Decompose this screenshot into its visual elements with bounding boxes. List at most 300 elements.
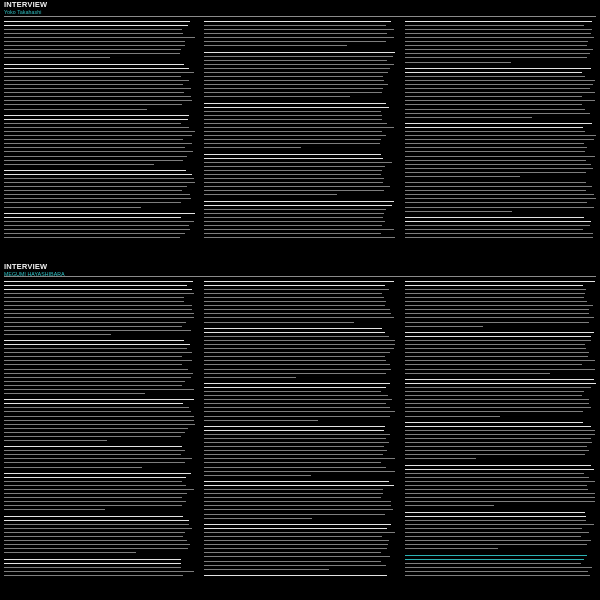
text-line	[405, 434, 595, 435]
text-line	[405, 489, 588, 490]
text-line	[4, 198, 191, 199]
text-line	[204, 322, 354, 323]
text-line	[405, 567, 592, 568]
text-line	[204, 556, 390, 557]
text-line	[204, 301, 385, 302]
text-line	[204, 430, 383, 431]
text-line	[4, 450, 185, 451]
text-line	[204, 524, 391, 525]
text-line	[4, 45, 185, 46]
text-line	[405, 62, 511, 63]
text-line	[405, 344, 585, 345]
text-line	[204, 107, 389, 108]
text-line	[405, 21, 592, 22]
text-line	[405, 68, 591, 69]
text-line	[405, 322, 589, 323]
text-line	[405, 520, 586, 521]
text-line	[204, 221, 384, 222]
text-line	[204, 25, 386, 26]
text-line	[204, 348, 394, 349]
text-line	[405, 571, 588, 572]
text-line	[405, 221, 592, 222]
text-line	[405, 84, 594, 85]
text-line	[405, 336, 592, 337]
text-line	[4, 403, 183, 404]
text-line	[204, 21, 391, 22]
text-line	[204, 88, 383, 89]
text-line	[204, 92, 382, 93]
text-line	[405, 373, 550, 374]
text-line	[204, 72, 388, 73]
text-line	[204, 201, 393, 202]
interview-title: INTERVIEW	[4, 262, 48, 271]
text-line	[405, 172, 587, 173]
text-line	[204, 485, 394, 486]
text-line	[204, 166, 385, 167]
text-line	[204, 458, 394, 459]
text-line	[204, 123, 386, 124]
text-line	[405, 281, 596, 282]
text-line	[4, 567, 181, 568]
text-line	[4, 424, 195, 425]
text-line	[204, 103, 385, 104]
text-line	[204, 64, 393, 65]
text-line	[4, 532, 185, 533]
text-line	[405, 76, 585, 77]
text-line	[204, 407, 390, 408]
text-line	[4, 356, 182, 357]
text-line	[4, 528, 192, 529]
text-line	[4, 84, 183, 85]
text-line	[4, 207, 141, 208]
text-line	[204, 552, 381, 553]
text-line	[204, 518, 311, 519]
text-line	[405, 211, 512, 212]
text-line	[4, 473, 191, 474]
text-line	[405, 25, 584, 26]
text-line	[405, 369, 595, 370]
text-line	[204, 532, 394, 533]
text-line	[204, 446, 384, 447]
text-line	[4, 393, 145, 394]
text-line	[405, 88, 590, 89]
text-line	[405, 57, 587, 58]
text-line	[4, 41, 185, 42]
text-line	[4, 225, 189, 226]
text-line	[405, 313, 589, 314]
text-line	[204, 475, 310, 476]
text-column-2	[204, 280, 395, 580]
text-line	[4, 416, 194, 417]
text-line	[204, 237, 394, 238]
text-line	[204, 305, 384, 306]
text-line	[405, 289, 587, 290]
text-line	[4, 516, 183, 517]
text-line	[405, 532, 590, 533]
text-line	[405, 505, 494, 506]
text-line	[204, 548, 386, 549]
text-line	[204, 182, 383, 183]
section-divider	[4, 276, 596, 277]
text-line	[204, 467, 385, 468]
section-divider	[4, 16, 596, 17]
text-line	[405, 422, 583, 423]
text-line	[204, 96, 349, 97]
text-line	[4, 348, 187, 349]
text-line	[204, 158, 383, 159]
text-line	[405, 481, 595, 482]
text-line	[204, 60, 387, 61]
text-line	[4, 467, 142, 468]
text-line	[405, 516, 586, 517]
text-line	[4, 194, 190, 195]
text-line	[204, 174, 381, 175]
text-line	[4, 80, 189, 81]
text-line	[4, 139, 183, 140]
text-line	[405, 555, 587, 556]
text-columns	[4, 280, 596, 580]
text-line	[204, 317, 393, 318]
text-line	[4, 92, 184, 93]
text-line	[405, 229, 584, 230]
text-line	[4, 446, 182, 447]
text-line	[405, 559, 584, 560]
text-line	[204, 387, 386, 388]
text-line	[204, 76, 382, 77]
text-line	[405, 477, 589, 478]
text-line	[405, 160, 587, 161]
text-line	[405, 485, 587, 486]
text-line	[405, 202, 588, 203]
text-line	[4, 301, 184, 302]
text-line	[4, 174, 192, 175]
text-line	[405, 450, 589, 451]
text-line	[204, 411, 394, 412]
text-line	[204, 505, 391, 506]
text-line	[4, 305, 192, 306]
text-line	[405, 497, 595, 498]
text-line	[4, 289, 192, 290]
text-line	[405, 139, 595, 140]
text-line	[4, 454, 181, 455]
text-line	[405, 53, 590, 54]
text-line	[405, 182, 586, 183]
text-line	[405, 458, 476, 459]
text-line	[405, 147, 587, 148]
text-line	[4, 330, 191, 331]
text-line	[405, 45, 587, 46]
text-line	[204, 399, 392, 400]
text-line	[204, 509, 393, 510]
text-line	[4, 399, 194, 400]
text-line	[4, 281, 193, 282]
text-line	[405, 387, 591, 388]
text-line	[4, 237, 180, 238]
text-line	[204, 309, 390, 310]
text-line	[204, 364, 390, 365]
text-line	[204, 528, 387, 529]
text-line	[4, 501, 186, 502]
text-line	[405, 403, 590, 404]
text-line	[405, 164, 591, 165]
text-line	[204, 178, 384, 179]
text-line	[405, 391, 584, 392]
text-line	[405, 575, 591, 576]
text-line	[405, 548, 498, 549]
text-line	[405, 469, 594, 470]
text-line	[4, 119, 188, 120]
text-line	[204, 131, 382, 132]
text-line	[405, 524, 594, 525]
text-line	[204, 229, 394, 230]
text-line	[4, 428, 188, 429]
text-line	[204, 119, 382, 120]
text-column-3	[405, 20, 596, 244]
text-line	[204, 217, 382, 218]
text-line	[4, 186, 187, 187]
text-line	[204, 154, 381, 155]
text-line	[405, 512, 585, 513]
text-line	[405, 395, 582, 396]
text-line	[405, 297, 584, 298]
text-line	[204, 369, 391, 370]
text-line	[4, 164, 154, 165]
text-column-1	[4, 20, 195, 244]
interviewee-name: MEGUMI HAYASHIBARA	[4, 272, 65, 278]
text-line	[204, 403, 386, 404]
interview-header	[4, 0, 47, 16]
text-line	[204, 462, 380, 463]
text-line	[204, 426, 385, 427]
text-line	[204, 84, 388, 85]
text-line	[204, 391, 381, 392]
text-line	[4, 96, 191, 97]
text-line	[204, 438, 386, 439]
text-columns	[4, 20, 596, 244]
text-line	[4, 202, 181, 203]
text-line	[4, 497, 182, 498]
text-line	[204, 45, 347, 46]
text-line	[204, 170, 382, 171]
text-line	[405, 332, 594, 333]
text-line	[405, 465, 592, 466]
text-line	[204, 344, 395, 345]
text-line	[405, 109, 585, 110]
text-line	[4, 49, 181, 50]
text-line	[4, 509, 105, 510]
text-line	[405, 92, 596, 93]
text-line	[4, 233, 185, 234]
text-line	[405, 305, 593, 306]
text-line	[204, 162, 392, 163]
text-line	[405, 198, 596, 199]
text-line	[405, 194, 594, 195]
text-line	[204, 289, 389, 290]
text-line	[4, 360, 192, 361]
text-line	[4, 420, 194, 421]
text-line	[4, 369, 188, 370]
text-line	[4, 352, 192, 353]
text-line	[204, 233, 381, 234]
text-line	[204, 481, 388, 482]
text-line	[405, 237, 594, 238]
text-line	[405, 186, 593, 187]
text-line	[405, 233, 593, 234]
text-line	[4, 364, 182, 365]
text-line	[4, 322, 186, 323]
text-line	[405, 426, 592, 427]
text-line	[4, 389, 194, 390]
text-line	[4, 440, 107, 441]
text-line	[4, 127, 189, 128]
text-line	[4, 334, 111, 335]
text-line	[204, 544, 388, 545]
text-line	[204, 336, 389, 337]
text-line	[4, 462, 185, 463]
text-line	[405, 352, 589, 353]
text-line	[405, 364, 583, 365]
text-line	[405, 340, 591, 341]
text-line	[405, 416, 501, 417]
text-line	[405, 540, 591, 541]
text-line	[4, 571, 194, 572]
text-line	[405, 430, 595, 431]
text-line	[4, 229, 190, 230]
text-line	[4, 156, 187, 157]
text-line	[405, 473, 585, 474]
text-line	[405, 411, 583, 412]
text-line	[4, 37, 195, 38]
text-line	[405, 536, 582, 537]
text-line	[4, 317, 194, 318]
text-line	[4, 68, 189, 69]
text-line	[405, 544, 587, 545]
text-line	[204, 340, 395, 341]
text-line	[204, 540, 389, 541]
text-line	[405, 379, 594, 380]
text-line	[204, 416, 389, 417]
text-line	[405, 33, 591, 34]
text-line	[405, 80, 596, 81]
text-line	[405, 285, 583, 286]
text-line	[204, 332, 385, 333]
text-line	[4, 33, 183, 34]
text-line	[204, 420, 317, 421]
text-line	[405, 156, 595, 157]
text-line	[4, 524, 189, 525]
text-line	[4, 493, 187, 494]
text-line	[4, 485, 186, 486]
text-column-2	[204, 20, 395, 244]
text-line	[4, 381, 185, 382]
text-line	[204, 489, 383, 490]
text-line	[405, 326, 483, 327]
text-line	[405, 96, 582, 97]
text-line	[4, 25, 188, 26]
text-line	[204, 209, 385, 210]
text-line	[204, 52, 394, 53]
text-line	[405, 217, 584, 218]
text-line	[405, 113, 591, 114]
text-line	[204, 186, 389, 187]
text-line	[204, 454, 383, 455]
text-line	[4, 340, 184, 341]
text-line	[4, 170, 186, 171]
text-line	[4, 309, 192, 310]
text-line	[405, 383, 596, 384]
text-line	[204, 383, 390, 384]
text-line	[4, 575, 183, 576]
text-line	[405, 104, 582, 105]
text-line	[4, 548, 188, 549]
text-line	[204, 80, 384, 81]
text-line	[204, 33, 387, 34]
text-line	[4, 64, 184, 65]
text-line	[405, 501, 595, 502]
text-line	[4, 57, 110, 58]
text-line	[405, 309, 589, 310]
text-line	[405, 190, 586, 191]
text-line	[204, 442, 389, 443]
text-line	[4, 540, 187, 541]
text-line	[204, 377, 296, 378]
interview-section-1	[0, 0, 600, 246]
text-line	[204, 514, 384, 515]
text-line	[4, 217, 181, 218]
text-line	[4, 72, 194, 73]
text-line	[4, 178, 194, 179]
text-line	[405, 528, 583, 529]
text-line	[204, 205, 391, 206]
text-line	[204, 68, 390, 69]
text-line	[204, 293, 382, 294]
text-line	[204, 143, 380, 144]
text-line	[405, 563, 581, 564]
text-line	[204, 493, 383, 494]
text-line	[405, 41, 588, 42]
text-line	[204, 356, 385, 357]
text-line	[204, 29, 394, 30]
text-line	[204, 56, 392, 57]
text-line	[4, 285, 187, 286]
text-line	[4, 552, 136, 553]
interview-section-2	[0, 262, 600, 584]
text-line	[405, 49, 593, 50]
text-line	[204, 37, 394, 38]
text-line	[204, 194, 337, 195]
text-line	[204, 497, 380, 498]
text-line	[4, 190, 182, 191]
text-line	[405, 360, 596, 361]
text-line	[204, 127, 393, 128]
text-line	[204, 297, 384, 298]
text-line	[4, 411, 191, 412]
text-line	[4, 344, 190, 345]
text-line	[405, 301, 587, 302]
text-line	[204, 395, 387, 396]
text-line	[4, 88, 191, 89]
text-line	[405, 399, 590, 400]
interview-title: INTERVIEW	[4, 0, 48, 9]
text-line	[204, 471, 395, 472]
text-line	[405, 446, 587, 447]
text-line	[204, 190, 384, 191]
text-line	[405, 317, 594, 318]
text-line	[4, 477, 186, 478]
text-line	[4, 213, 195, 214]
text-line	[405, 131, 585, 132]
text-line	[204, 450, 387, 451]
